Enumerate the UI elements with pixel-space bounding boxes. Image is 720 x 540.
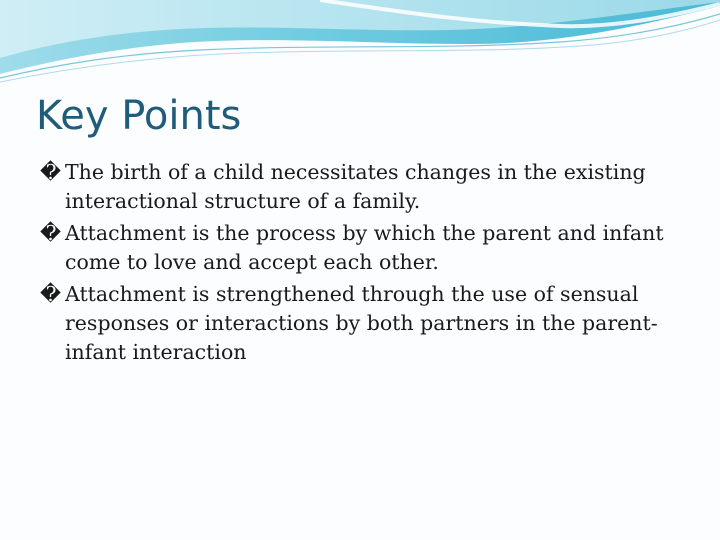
bullet-item	[40, 158, 680, 216]
bullet-marker: �	[40, 221, 62, 245]
bullet-item	[40, 219, 680, 277]
slide-title: Key Points	[36, 93, 242, 139]
bullet-list	[40, 158, 680, 370]
bullet-item	[40, 280, 680, 367]
bullet-text: Attachment is the process by which the parent and infant come to love and accept each other.	[65, 221, 664, 274]
bullet-text: The birth of a child necessitates changes in the existing interactional structure of a family.	[65, 160, 646, 213]
bullet-marker: �	[40, 160, 62, 184]
bullet-text: Attachment is strengthened through the use of sensual responses or interactions by both partners in the parent-infant interaction	[65, 282, 658, 364]
bullet-marker: �	[40, 282, 62, 306]
header-wave-decoration	[0, 0, 720, 90]
